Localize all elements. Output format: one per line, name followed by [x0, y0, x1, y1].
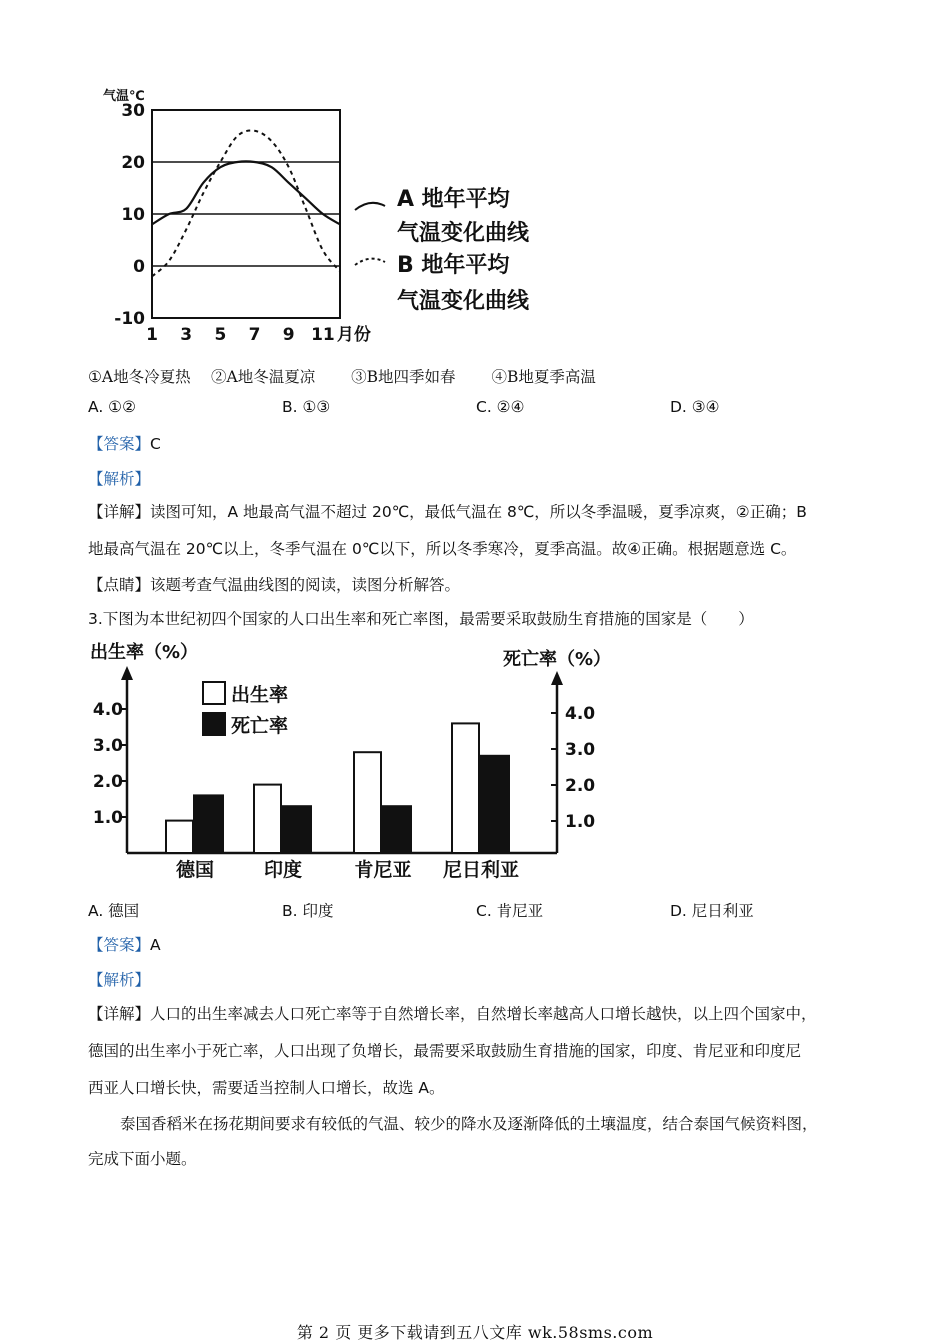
bar-left-tick-2: 3.0 — [92, 736, 123, 756]
detail-tag: 【详解】 — [88, 503, 151, 521]
q2-analysis-tag: 【解析】 — [88, 470, 151, 488]
bar-right-axis-title: 死亡率（%） — [503, 649, 612, 670]
q3-option-b[interactable]: B. 印度 — [282, 902, 334, 920]
temp-x-tick-4: 9 — [282, 325, 295, 345]
temp-x-tick-1: 3 — [180, 325, 193, 345]
q3-detail-line2: 德国的出生率小于死亡率，人口出现了负增长，最需要采取鼓励生育措施的国家，印度、肯尼亚和印度尼 — [88, 1042, 802, 1060]
q3-option-a[interactable]: A. 德国 — [88, 902, 140, 920]
birth-rate-bar-3 — [452, 723, 479, 853]
death-rate-bar-3 — [480, 756, 509, 853]
birth-rate-bar-2 — [354, 752, 381, 853]
temp-x-tick-3: 7 — [248, 325, 261, 345]
point-tag: 【点睛】 — [88, 576, 151, 594]
page-footer: 第 2 页 更多下载请到五八文库 wk.58sms.com — [296, 1323, 654, 1342]
temp-x-axis-title: 月份 — [336, 325, 371, 345]
death-rate-bar-2 — [382, 806, 411, 853]
intro-line2: 完成下面小题。 — [88, 1150, 197, 1168]
legend-a-solid-marker — [355, 203, 385, 210]
legend-b-line1: B 地年平均 — [397, 253, 510, 278]
bar-right-tick-0: 1.0 — [565, 812, 596, 832]
bar-right-tick-2: 3.0 — [565, 740, 596, 760]
bar-right-tick-3: 4.0 — [565, 704, 596, 724]
intro-line1: 泰国香稻米在扬花期间要求有较低的气温、较少的降水及逐渐降低的土壤温度，结合泰国气候资料图， — [120, 1115, 818, 1133]
bar-category-label-1: 印度 — [263, 859, 303, 881]
temp-x-tick-2: 5 — [214, 325, 227, 345]
bar-right-tick-1: 2.0 — [565, 776, 596, 796]
legend-birth-swatch — [203, 682, 225, 704]
legend-b-dashed-marker — [355, 259, 385, 265]
q2-option-b[interactable]: B. ①③ — [282, 398, 331, 416]
legend-b-line2: 气温变化曲线 — [397, 289, 530, 314]
population-bar-chart — [85, 638, 630, 888]
legend-a-line2: 气温变化曲线 — [397, 221, 530, 246]
detail-text: 读图可知，A 地最高气温不超过 20℃，最低气温在 8℃，所以冬季温暖，夏季凉爽，②正确；B — [150, 503, 807, 521]
bar-left-tick-1: 2.0 — [92, 772, 123, 792]
q3-detail-line3: 西亚人口增长快，需要适当控制人口增长，故选 A。 — [88, 1079, 445, 1097]
q2-option-c[interactable]: C. ②④ — [476, 398, 525, 416]
q2-detail-line1 — [88, 500, 807, 522]
answer-value: A — [150, 936, 161, 954]
bar-left-tick-3: 4.0 — [92, 700, 123, 720]
answer-tag: 【答案】 — [88, 435, 151, 453]
bar-right-axis-arrow — [551, 671, 563, 685]
birth-rate-bar-0 — [166, 821, 193, 853]
point-text: 该题考查气温曲线图的阅读，读图分析解答。 — [150, 576, 461, 594]
temp-y-tick-2: 10 — [121, 205, 145, 225]
q2-option-a[interactable]: A. ①② — [88, 398, 136, 416]
bar-category-label-2: 肯尼亚 — [354, 859, 412, 881]
legend-death-label: 死亡率 — [231, 715, 289, 737]
q2-answer — [88, 432, 161, 454]
temp-x-tick-0: 1 — [146, 325, 158, 345]
legend-a-line1: A 地年平均 — [397, 187, 510, 212]
answer-tag: 【答案】 — [88, 936, 151, 954]
bar-left-axis-arrow — [121, 666, 133, 680]
detail-text: 人口的出生率减去人口死亡率等于自然增长率，自然增长率越高人口增长越快，以上四个国家中， — [150, 1005, 817, 1023]
q2-statements: ①A地冬冷夏热 ②A地冬温夏凉 ③B地四季如春 ④B地夏季高温 — [88, 368, 596, 386]
temp-y-tick-3: 0 — [133, 257, 145, 277]
legend-death-swatch — [203, 713, 225, 735]
legend-birth-label: 出生率 — [231, 684, 289, 706]
temp-y-tick-0: 30 — [121, 101, 145, 121]
q3-option-c[interactable]: C. 肯尼亚 — [476, 902, 544, 920]
temp-y-tick-4: -10 — [114, 309, 145, 329]
bar-left-tick-0: 1.0 — [92, 808, 123, 828]
bar-category-label-0: 德国 — [175, 859, 215, 881]
q2-option-d[interactable]: D. ③④ — [670, 398, 720, 416]
q3-answer — [88, 933, 161, 955]
temp-y-axis-title: 气温℃ — [103, 89, 145, 104]
q2-detail-line2: 地最高气温在 20℃以上，冬季气温在 0℃以下，所以冬季寒冷，夏季高温。故④正确。根据题意选 C。 — [88, 540, 797, 558]
q3-analysis-tag: 【解析】 — [88, 971, 151, 989]
temperature-line-chart — [85, 80, 605, 355]
q3-option-d[interactable]: D. 尼日利亚 — [670, 902, 754, 920]
detail-tag: 【详解】 — [88, 1005, 151, 1023]
bar-category-label-3: 尼日利亚 — [442, 859, 520, 881]
bar-left-axis-title: 出生率（%） — [90, 642, 199, 663]
birth-rate-bar-1 — [254, 785, 281, 853]
q3-question: 3.下图为本世纪初四个国家的人口出生率和死亡率图，最需要采取鼓励生育措施的国家是（ ） — [88, 610, 754, 628]
series-a-line — [152, 161, 340, 224]
temp-y-tick-1: 20 — [121, 153, 145, 173]
death-rate-bar-0 — [194, 795, 223, 853]
q2-point — [88, 573, 460, 595]
answer-value: C — [150, 435, 161, 453]
death-rate-bar-1 — [282, 806, 311, 853]
q3-detail-line1 — [88, 1002, 817, 1024]
temp-x-tick-5: 11 — [311, 325, 335, 345]
